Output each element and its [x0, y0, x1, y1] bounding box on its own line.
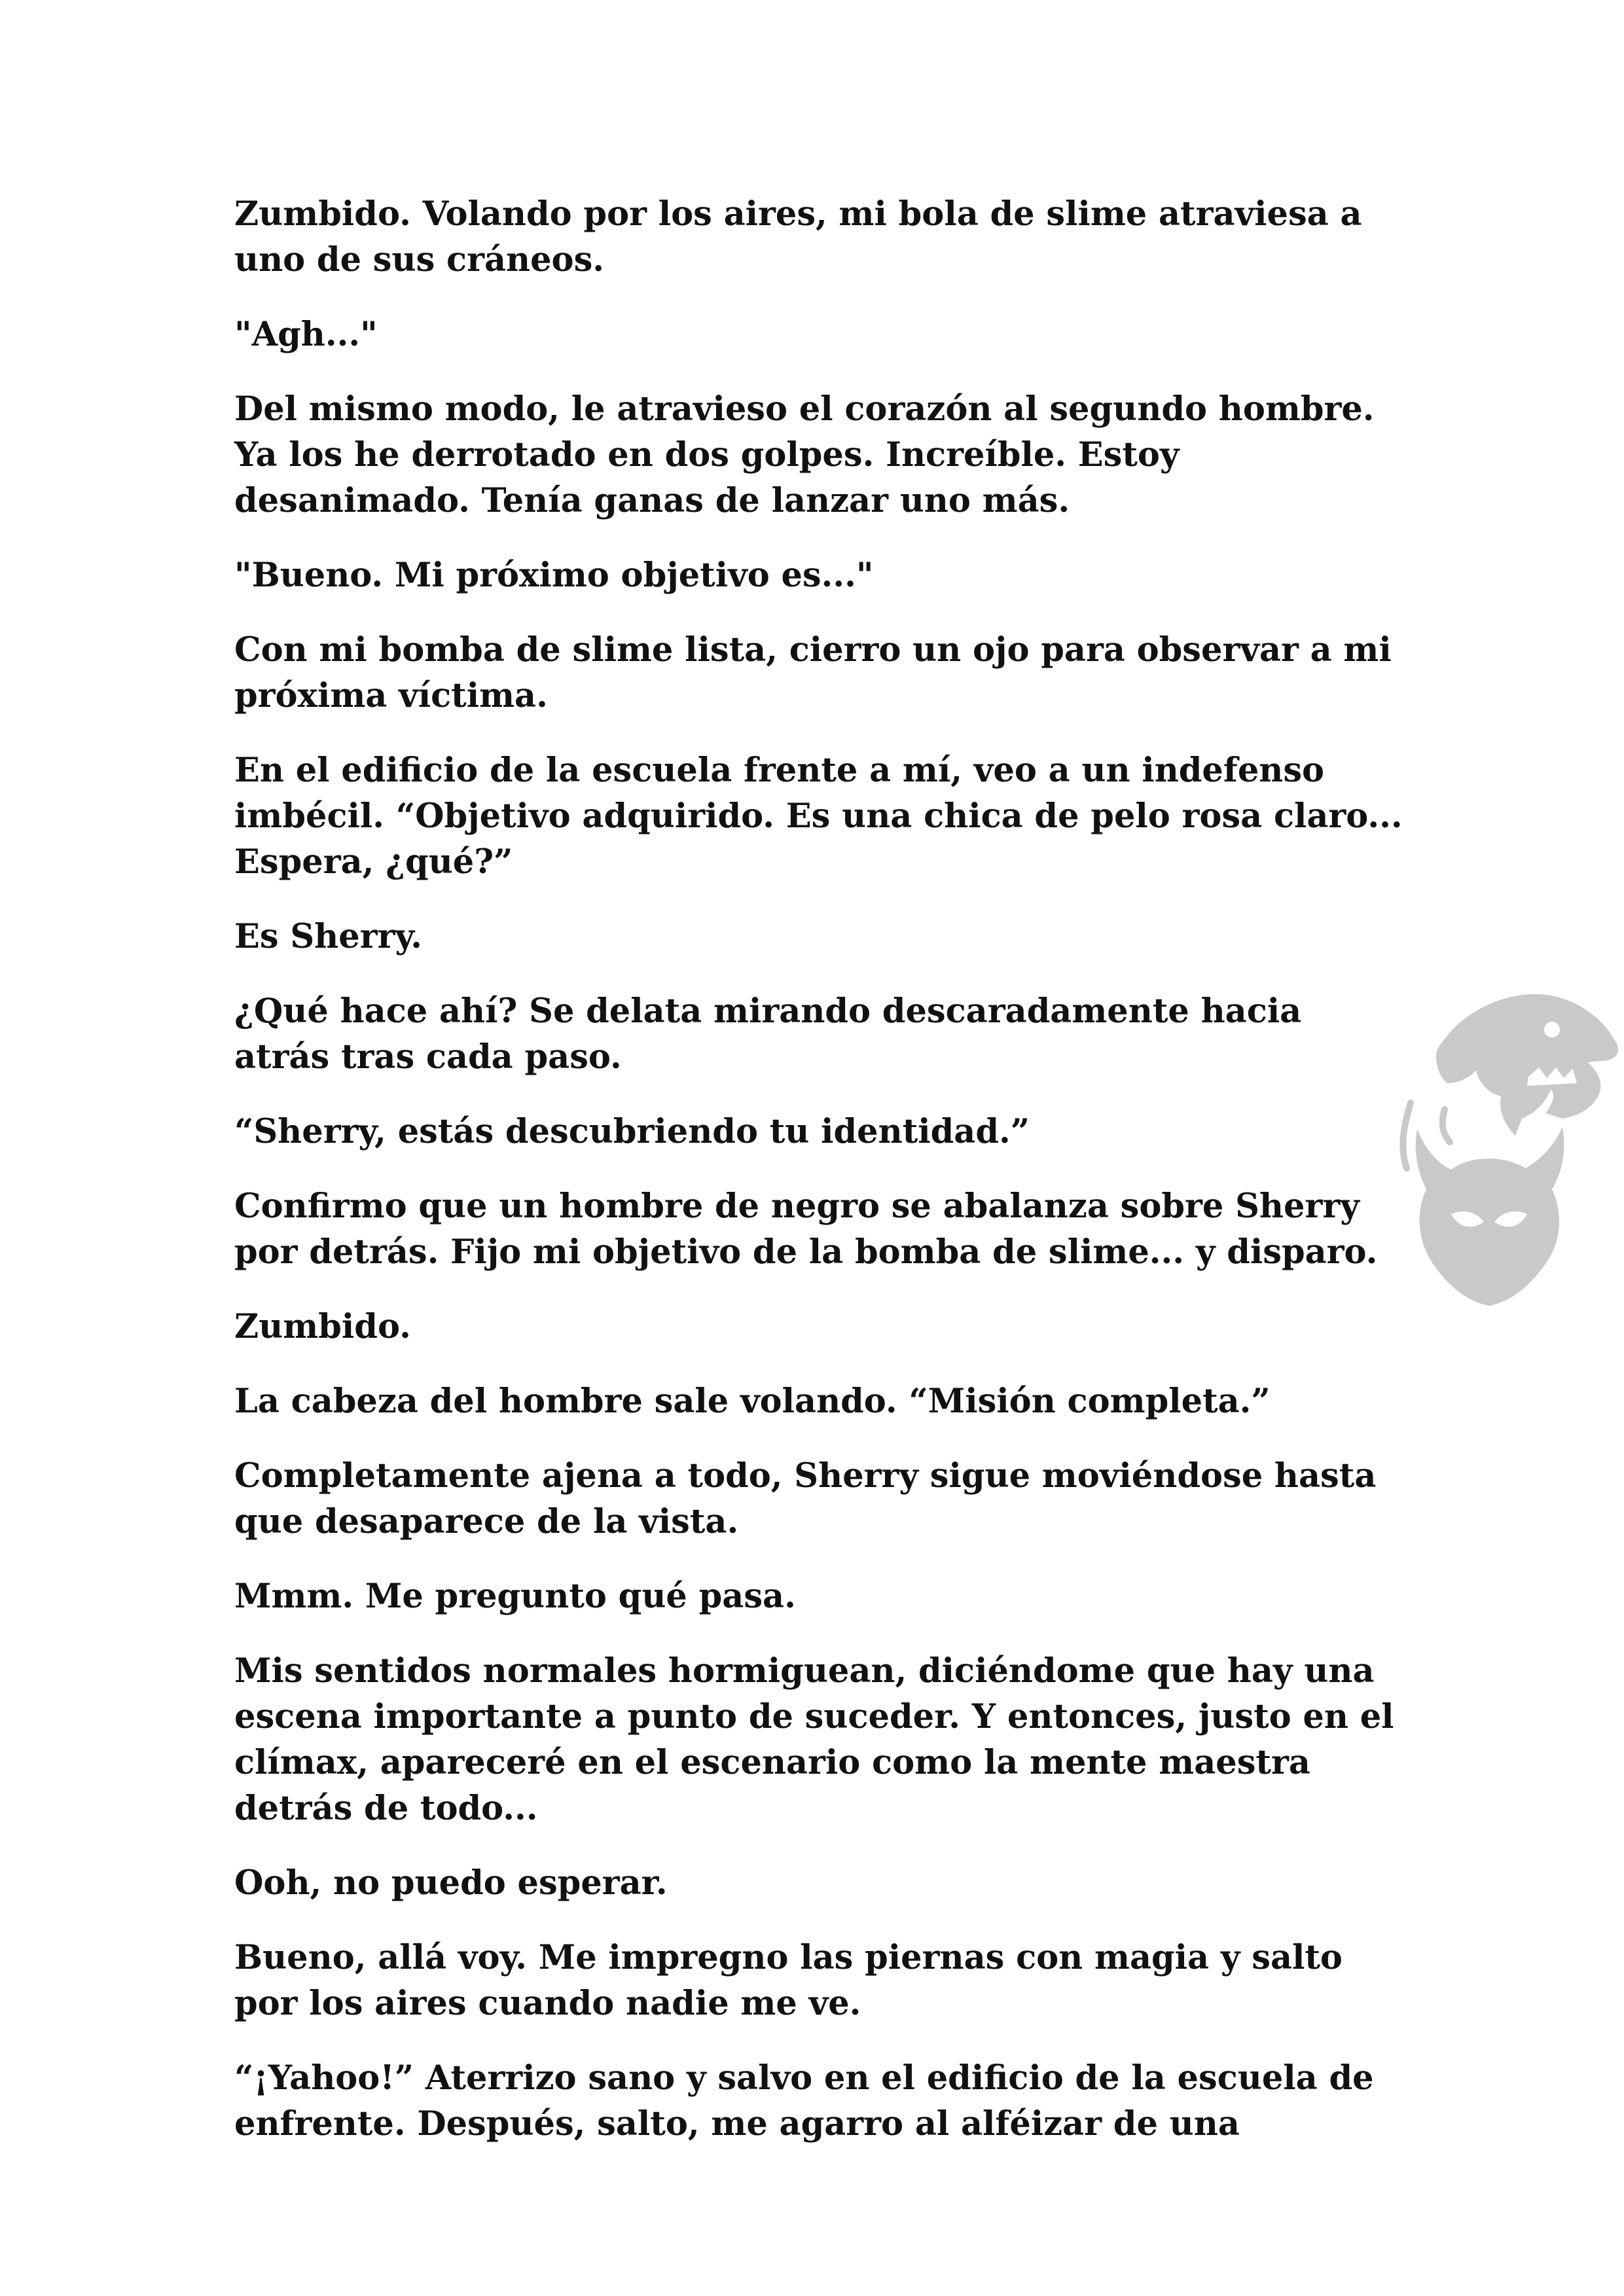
paragraph: La cabeza del hombre sale volando. “Misión completa.” [234, 1382, 1271, 1421]
paragraph: Confirmo que un hombre de negro se abalanza sobre Sherry por detrás. Fijo mi objetivo de la bomba de slime... y disparo. [234, 1187, 1378, 1272]
paragraph: Zumbido. Volando por los aires, mi bola de slime atraviesa a uno de sus cráneos. [234, 194, 1362, 279]
paragraph: “Sherry, estás descubriendo tu identidad.” [234, 1112, 1030, 1151]
paragraph: En el edificio de la escuela frente a mí, veo a un indefenso imbécil. “Objetivo adquirido. Es una chica de pelo rosa claro... Espera, ¿qué?” [234, 751, 1403, 882]
paragraph: Del mismo modo, le atravieso el corazón al segundo hombre. Ya los he derrotado en dos golpes. Increíble. Estoy desanimado. Tenía ganas de lanzar uno más. [234, 389, 1375, 520]
paragraph: Ooh, no puedo esperar. [234, 1863, 668, 1903]
paragraph: Completamente ajena a todo, Sherry sigue moviéndose hasta que desaparece de la vista. [234, 1456, 1377, 1541]
paragraph: Con mi bomba de slime lista, cierro un ojo para observar a mi próxima víctima. [234, 630, 1392, 715]
paragraph: Mmm. Me pregunto qué pasa. [234, 1577, 796, 1616]
paragraph: "Agh..." [234, 315, 378, 354]
dinosaur-devil-watermark-icon [1391, 978, 1624, 1312]
paragraph: ¿Qué hace ahí? Se delata mirando descaradamente hacia atrás tras cada paso. [234, 992, 1302, 1077]
paragraph: Mis sentidos normales hormiguean, diciéndome que hay una escena importante a punto de suceder. Y entonces, justo en el clímax, apareceré en el escenario como la mente maestra detrás de todo... [234, 1651, 1394, 1828]
paragraph: "Bueno. Mi próximo objetivo es..." [234, 556, 874, 595]
paragraph: “¡Yahoo!” Aterrizo sano y salvo en el edificio de la escuela de enfrente. Después, salto, me agarro al alféizar de una [234, 2058, 1374, 2144]
body-text [234, 191, 1406, 2176]
paragraph: Bueno, allá voy. Me impregno las piernas con magia y salto por los aires cuando nadie me ve. [234, 1938, 1343, 2023]
paragraph: Es Sherry. [234, 917, 422, 956]
paragraph: Zumbido. [234, 1307, 411, 1346]
